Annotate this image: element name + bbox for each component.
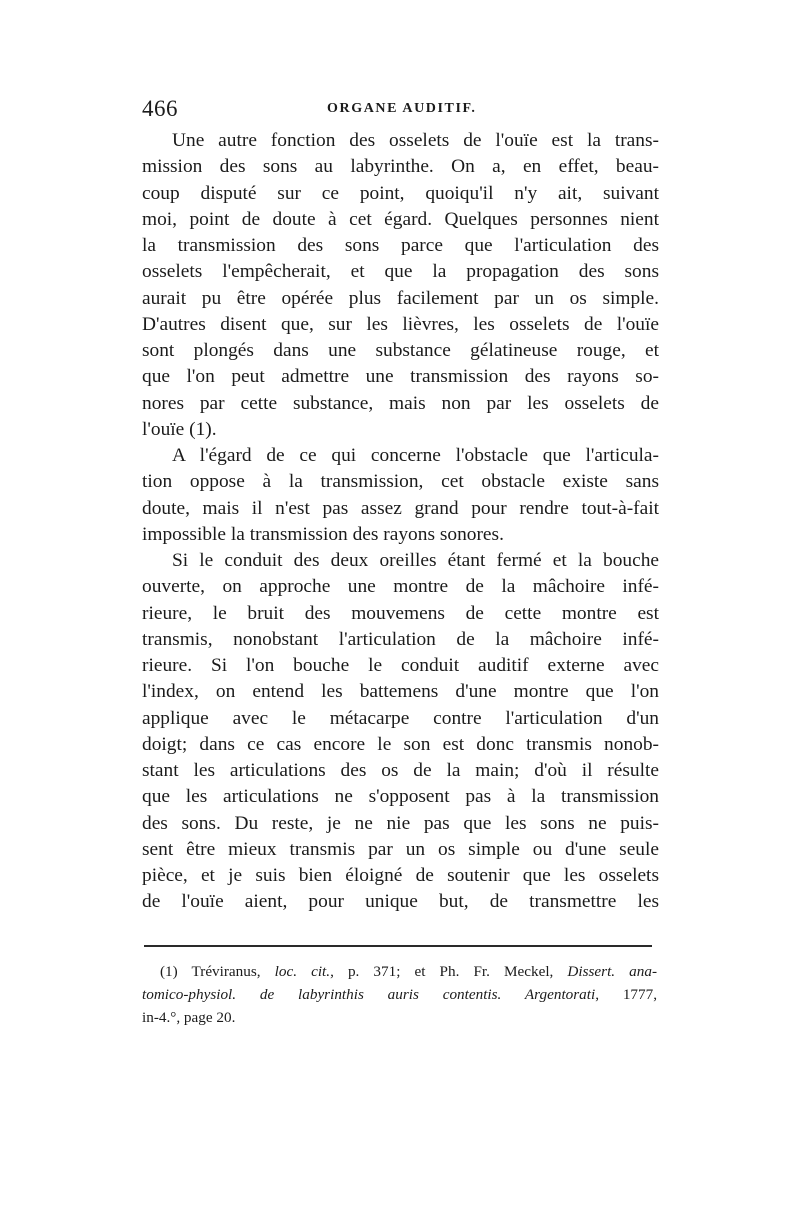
running-title: ORGANE AUDITIF. [327,101,477,116]
text-line: aurait pu être opérée plus facilement par un os simple. [142,287,659,309]
text-line: rieure. Si l'on bouche le conduit auditif externe avec [142,655,659,676]
text-line: coup disputé sur ce point, quoiqu'il n'y ait, suivant [142,182,659,204]
text-line: Si le conduit des deux oreilles étant fermé et la bouche [172,550,659,571]
text-line: doute, mais il n'est pas assez grand pour rendre tout-à-fait [142,497,659,519]
text-line: l'index, on entend les battemens d'une montre que l'on [142,681,659,703]
footnote-title: tomico-physiol. de labyrinthis auris contentis. Argentorati [142,986,596,1003]
text-line: transmis, nonobstant l'articulation de la mâchoire infé- [142,628,659,650]
text-line: que l'on peut admettre une transmission des rayons so- [142,366,659,388]
text-line: que les articulations ne s'opposent pas à la transmission [142,786,659,808]
text-line: rieure, le bruit des mouvemens de cette montre est [142,602,659,624]
page-number: 466 [142,96,178,121]
text-line: de l'ouïe aient, pour unique but, de transmettre les [142,891,659,913]
text-line: stant les articulations des os de la main; d'où il résulte [142,760,659,781]
text-line: sont plongés dans une substance gélatineuse rouge, et [142,340,659,361]
footnote-text: , 1777, [595,986,657,1003]
text-line: D'autres disent que, sur les lièvres, les osselets de l'ouïe [142,313,659,335]
footnote-title: Dissert. ana- [567,963,657,980]
text-line: la transmission des sons parce que l'articulation des [142,235,659,256]
text-line: doigt; dans ce cas encore le son est donc transmis nonob- [142,733,659,755]
text-line: ouverte, on approche une montre de la mâchoire infé- [142,576,659,598]
text-line: Une autre fonction des osselets de l'ouïe est la trans- [172,130,659,151]
footnote-citation: loc. cit. [274,963,331,980]
footnote-line: in-4.°, page 20. [142,1009,236,1026]
text-line: impossible la transmission des rayons sonores. [142,523,504,545]
text-line: mission des sons au labyrinthe. On a, en effet, beau- [142,156,659,178]
text-line: applique avec le métacarpe contre l'articulation d'un [142,707,659,729]
text-line: tion oppose à la transmission, cet obstacle existe sans [142,471,659,493]
text-line: nores par cette substance, mais non par les osselets de [142,392,659,414]
text-line: des sons. Du reste, je ne nie pas que les sons ne puis- [142,812,659,834]
text-line: osselets l'empêcherait, et que la propagation des sons [142,261,659,283]
text-line: pièce, et je suis bien éloigné de soutenir que les osselets [142,865,659,886]
text-line: moi, point de doute à cet égard. Quelques personnes nient [142,208,659,230]
footnote-line [142,960,657,983]
text-line: l'ouïe (1). [142,418,217,440]
text-line: A l'égard de ce qui concerne l'obstacle que l'articula- [172,445,659,466]
footnotes [142,960,657,1029]
footnote-divider [144,945,652,947]
footnote-ref: (1) Tréviranus, [160,963,275,980]
body-text [142,128,659,916]
footnote-text: , p. 371; et Ph. Fr. Meckel, [330,963,568,980]
text-line: sent être mieux transmis par un os simple ou d'une seule [142,838,659,860]
footnote-line [142,983,657,1006]
page-header [142,96,658,126]
